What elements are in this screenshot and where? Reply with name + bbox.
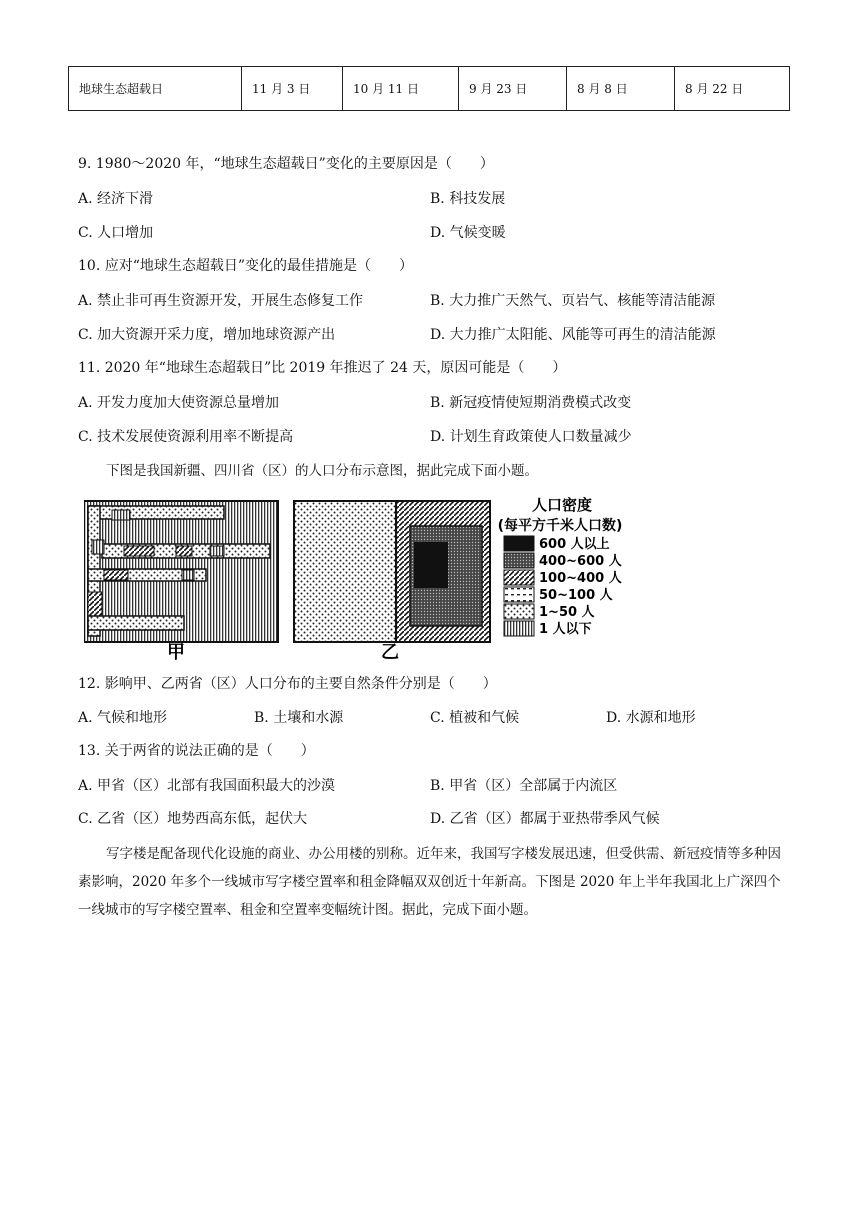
question-13-option-b: B. 甲省（区）全部属于内流区 [430, 778, 618, 794]
table-cell: 8 月 22 日 [685, 82, 744, 96]
legend-subtitle: (每平方千米人口数) [497, 518, 623, 534]
legend-item: 100~400 人 [539, 571, 622, 586]
legend-item: 400~600 人 [539, 554, 622, 569]
legend-item: 1 人以下 [539, 622, 592, 637]
table-cell: 11 月 3 日 [242, 67, 343, 110]
data-table-row [68, 66, 790, 111]
map-yi [294, 501, 490, 642]
question-9-option-d: D. 气候变暖 [430, 225, 506, 241]
legend [498, 496, 623, 637]
question-9-option-b: B. 科技发展 [430, 191, 506, 207]
question-10-stem: 10. 应对“地球生态超载日”变化的最佳措施是（ ） [78, 258, 414, 274]
table-cell-label: 地球生态超载日 [69, 67, 242, 110]
table-cell: 9 月 23 日 [459, 67, 567, 110]
question-13-option-c: C. 乙省（区）地势西高东低，起伏大 [78, 811, 308, 827]
question-10-option-d: D. 大力推广太阳能、风能等可再生的清洁能源 [430, 327, 716, 343]
legend-swatch-50-100 [504, 587, 534, 602]
question-12-option-d: D. 水源和地形 [606, 710, 696, 726]
map-yi-label: 乙 [381, 642, 399, 660]
population-distribution-figure [84, 496, 644, 660]
question-9-stem: 9. 1980～2020 年，“地球生态超载日”变化的主要原因是（ ） [78, 156, 494, 172]
map-jia [84, 501, 278, 642]
legend-swatch-400-600 [504, 553, 534, 568]
question-11-option-c: C. 技术发展使资源利用率不断提高 [78, 429, 294, 445]
question-9-option-c: C. 人口增加 [78, 225, 154, 241]
question-10-option-a: A. 禁止非可再生资源开发，开展生态修复工作 [78, 293, 364, 309]
legend-swatch-100-400 [504, 570, 534, 585]
question-13-option-d: D. 乙省（区）都属于亚热带季风气候 [430, 811, 660, 827]
legend-swatch-1-50 [504, 604, 534, 619]
office-intro-paragraph: 写字楼是配备现代化设施的商业、办公用楼的别称。近年来，我国写字楼发展迅速，但受供需、新冠疫情等多种因素影响，2020 年多个一线城市写字楼空置率和租金降幅双双创近十年新高。下图是 2020 年上半年我国北上广深四个一线城市的写字楼空置率、租金和空置率变幅统计图。据此，完成下面小题。 [78, 846, 781, 918]
table-cell: 10 月 11 日 [343, 67, 459, 110]
question-11-option-d: D. 计划生育政策使人口数量减少 [430, 429, 632, 445]
legend-item: 1~50 人 [539, 605, 595, 620]
legend-swatch-below-1 [504, 621, 534, 636]
table-cell: 8 月 8 日 [567, 67, 675, 110]
population-map-svg [84, 496, 644, 660]
map-intro-text: 下图是我国新疆、四川省（区）的人口分布示意图，据此完成下面小题。 [106, 463, 538, 479]
question-13-stem: 13. 关于两省的说法正确的是（ ） [78, 743, 315, 759]
question-12-option-c: C. 植被和气候 [430, 710, 520, 726]
question-11-stem: 11. 2020 年“地球生态超载日”比 2019 年推迟了 24 天，原因可能是（ ） [78, 360, 567, 376]
question-13-option-a: A. 甲省（区）北部有我国面积最大的沙漠 [78, 778, 336, 794]
question-11-option-a: A. 开发力度加大使资源总量增加 [78, 395, 280, 411]
legend-title: 人口密度 [531, 496, 593, 514]
question-9-option-a: A. 经济下滑 [78, 191, 154, 207]
map-jia-label: 甲 [167, 642, 185, 660]
question-12-option-b: B. 土壤和水源 [254, 710, 344, 726]
legend-item: 600 人以上 [539, 537, 610, 552]
question-10-option-b: B. 大力推广天然气、页岩气、核能等清洁能源 [430, 293, 716, 309]
legend-swatch-600plus [504, 536, 534, 551]
legend-item: 50~100 人 [539, 588, 613, 603]
question-10-option-c: C. 加大资源开采力度，增加地球资源产出 [78, 327, 336, 343]
question-12-option-a: A. 气候和地形 [78, 710, 168, 726]
question-11-option-b: B. 新冠疫情使短期消费模式改变 [430, 395, 632, 411]
question-12-stem: 12. 影响甲、乙两省（区）人口分布的主要自然条件分别是（ ） [78, 676, 497, 692]
